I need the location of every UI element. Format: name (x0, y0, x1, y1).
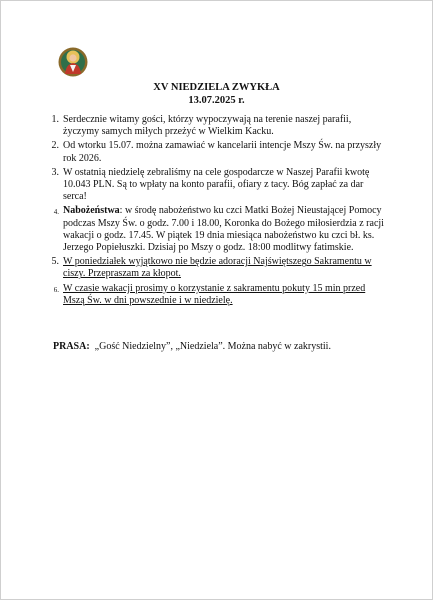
announcement-item (45, 283, 385, 307)
item-number: 5. (51, 256, 59, 268)
press-note (53, 341, 393, 353)
announcement-label: Nabożeństwa (63, 205, 120, 217)
bulletin-header (1, 81, 432, 107)
announcement-item (45, 205, 385, 254)
item-number: 4. (53, 208, 59, 217)
press-label: PRASA: (53, 341, 90, 352)
announcement-item (45, 114, 385, 138)
announcement-item (45, 140, 385, 164)
item-number: 1. (51, 114, 59, 125)
announcement-item (45, 256, 385, 280)
item-number: 3. (51, 166, 59, 178)
item-number: 6. (53, 285, 59, 294)
announcement-text (63, 205, 385, 254)
page-title: XV NIEDZIELA ZWYKŁA (153, 82, 280, 93)
bulletin-date: 13.07.2025 r. (188, 95, 245, 106)
press-text: „Gość Niedzielny”, „Niedziela”. Można nabyć w zakrystii. (94, 341, 331, 352)
saint-icon (58, 47, 88, 77)
announcement-text: W poniedziałek wyjątkowo nie będzie adoracji Najświętszego Sakramentu w ciszy. Przepraszam za kłopot. (63, 256, 372, 280)
announcement-text: W ostatnią niedzielę zebraliśmy na cele gospodarcze w Naszej Parafii kwotę 10.043 PLN. Są to wpłaty na konto parafii, ofiary z tacy. Bóg zapłać za dar serca! (63, 166, 370, 203)
announcements-list (45, 114, 385, 309)
announcement-text-rest: : w środę nabożeństwo ku czci Matki Bożej Nieustającej Pomocy podczas Mszy Św. o godz. 7.00 i 18.00, Koronka do Bożego miłosierdzia z racji wakacji o godz. 17.45. W piątek 19 dnia miesiąca nabożeństwo ku czci bł. ks. Jerzego Popiełuszki. Dzisiaj po Mszy o godz. 18:00 modlitwy fatimskie. (63, 205, 384, 254)
announcement-text: Od wtorku 15.07. można zamawiać w kancelarii intencje Mszy Św. na przyszły rok 2026. (63, 140, 382, 164)
announcement-item (45, 167, 385, 204)
announcement-text: W czasie wakacji prosimy o korzystanie z sakramentu pokuty 15 min przed Mszą Św. w dni powszednie i w niedzielę. (63, 282, 366, 306)
announcement-text: Serdecznie witamy gości, którzy wypoczywają na terenie naszej parafii, życzymy samych miłych przeżyć w Wielkim Kacku. (63, 114, 352, 138)
item-number: 2. (51, 140, 59, 152)
